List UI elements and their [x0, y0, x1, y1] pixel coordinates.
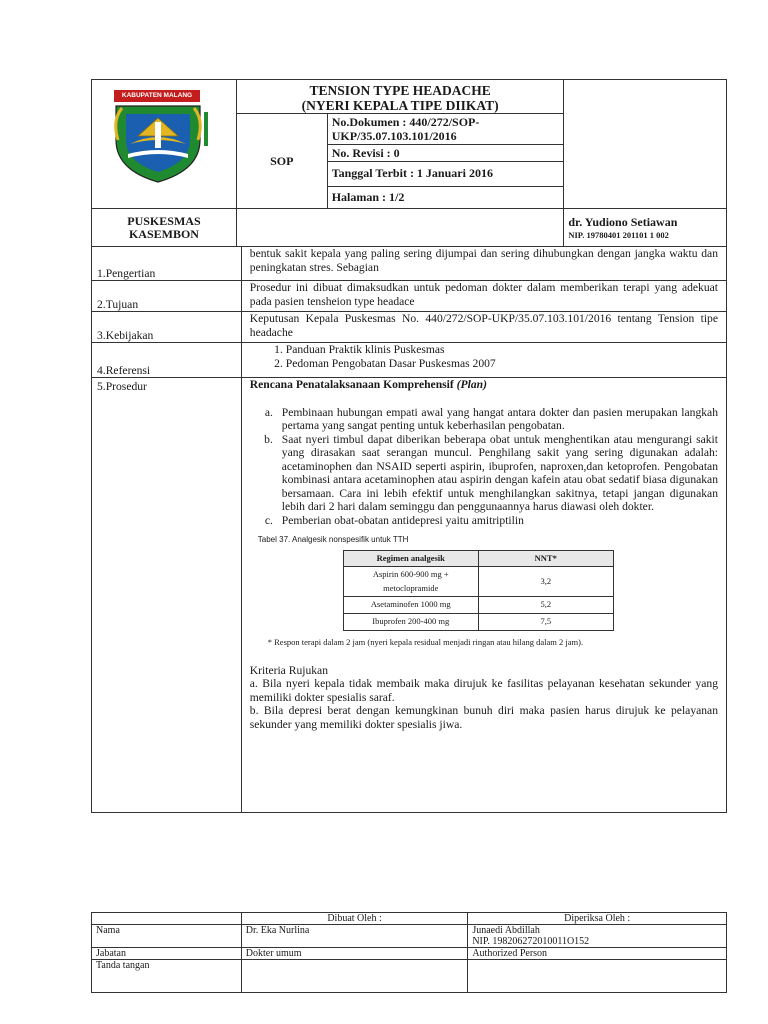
prosedur-cell	[241, 378, 726, 813]
table-row-nnt: 5,2	[478, 597, 613, 614]
sop-body-table	[91, 246, 727, 813]
kriteria-rujukan	[250, 664, 718, 732]
kabupaten-malang-logo	[108, 90, 208, 185]
rujukan-item-a: a. Bila nyeri kepala tidak membaik maka dirujuk ke fasilitas pelayanan kesehatan sekunder yang memiliki dokter spesialis saraf.	[249, 677, 718, 704]
signer-cell	[564, 209, 727, 247]
tanda-tangan-diperiksa	[468, 960, 727, 993]
document-title-line1: TENSION TYPE HEADACHE	[309, 83, 491, 98]
nama-dibuat: Dr. Eka Nurlina	[241, 925, 468, 948]
table-header-regimen: Regimen analgesik	[343, 550, 478, 567]
table-row-regimen: Ibuprofen 200-400 mg	[343, 614, 478, 631]
halaman: Halaman : 1/2	[327, 187, 564, 209]
kebijakan-text: Keputusan Kepala Puskesmas No. 440/272/SOP-UKP/35.07.103.101/2016 tentang Tension tipe headache	[241, 312, 726, 343]
pengertian-label: 1.Pengertian	[92, 247, 242, 281]
prosedur-title-plan: (Plan)	[456, 378, 487, 391]
tanda-tangan-dibuat	[241, 960, 468, 993]
approval-table	[91, 912, 727, 993]
rujukan-title: Kriteria Rujukan	[249, 663, 329, 677]
prosedur-title: Rencana Penatalaksanaan Komprehensif	[249, 378, 454, 391]
nip-diperiksa: NIP. 198206272010011O152	[472, 936, 590, 947]
prosedur-list	[250, 406, 718, 528]
pengertian-text: bentuk sakit kepala yang paling sering dijumpai dan sering dihubungkan dengan jangka waktu dan peningkatan stres. Sebagian	[241, 247, 726, 281]
table-row-regimen: Aspirin 600-900 mg + metoclopramide	[343, 567, 478, 597]
no-dokumen: No.Dokumen : 440/272/SOP-UKP/35.07.103.101/2016	[327, 114, 564, 145]
footer-blank	[92, 913, 242, 925]
tanggal-terbit: Tanggal Terbit : 1 Januari 2016	[327, 162, 564, 187]
table-row-nnt: 3,2	[478, 567, 613, 597]
prosedur-label: 5.Prosedur	[92, 378, 242, 813]
nama-diperiksa-cell	[468, 925, 727, 948]
empty-middle-cell	[236, 209, 563, 247]
rujukan-item-b: b. Bila depresi berat dengan kemungkinan bunuh diri maka pasien harus dirujuk ke pelayanan sekunder yang memiliki dokter spesialis jiwa.	[249, 704, 718, 731]
jabatan-label: Jabatan	[92, 948, 242, 960]
prosedur-heading	[250, 378, 718, 392]
analgesic-table	[343, 550, 614, 632]
document-title-line2: (NYERI KEPALA TIPE DIIKAT)	[301, 98, 499, 113]
table-row-nnt: 7,5	[478, 614, 613, 631]
table-row-regimen: Asetaminofen 1000 mg	[343, 597, 478, 614]
no-revisi: No. Revisi : 0	[327, 145, 564, 162]
table-header-nnt: NNT*	[478, 550, 613, 567]
referensi-list	[250, 343, 718, 371]
kebijakan-label: 3.Kebijakan	[92, 312, 242, 343]
logo-banner: KABUPATEN MALANG	[114, 90, 200, 102]
logo-cell	[92, 80, 237, 209]
org-name-line2: KASEMBON	[128, 226, 199, 241]
prosedur-item-c: c. Pemberian obat-obatan antidepresi yaitu amitriptilin	[276, 514, 718, 528]
dibuat-oleh-label: Dibuat Oleh :	[241, 913, 468, 925]
org-cell	[92, 209, 237, 247]
jabatan-diperiksa: Authorized Person	[468, 948, 727, 960]
logo-side-bar	[204, 112, 208, 146]
tujuan-label: 2.Tujuan	[92, 281, 242, 312]
prosedur-item-a: a. Pembinaan hubungan empati awal yang hangat antara dokter dan pasien merupakan langkah pertama yang sangat penting untuk keberhasilan pengobatan.	[276, 406, 718, 433]
diperiksa-oleh-label: Diperiksa Oleh :	[468, 913, 727, 925]
signer-name: dr. Yudiono Setiawan	[568, 215, 678, 229]
document-title-cell	[236, 80, 563, 114]
nama-diperiksa: Junaedi Abdillah	[472, 925, 540, 936]
referensi-item: 1. Panduan Praktik klinis Puskesmas	[286, 343, 718, 357]
sop-label: SOP	[236, 114, 327, 209]
referensi-label: 4.Referensi	[92, 343, 242, 378]
referensi-item: 2. Pedoman Pengobatan Dasar Puskesmas 2007	[286, 357, 718, 371]
signer-nip: NIP. 19780401 201101 1 002	[568, 230, 669, 240]
nama-label: Nama	[92, 925, 242, 948]
prosedur-item-b: b. Saat nyeri timbul dapat diberikan beberapa obat untuk menghentikan atau mengurangi sakit yang dirasakan saat serangan muncul. Penghilang sakit yang sering digunakan adalah: acetaminophen dan NSAID seperti aspirin, ibuprofen, naproxen,dan ketoprofen. Pengobatan kombinasi antara acetaminophen atau aspirin dengan kafein atau obat sedatif biasa digunakan bersamaan. Cara ini lebih efektif untuk menghilangkan sakitnya, tetapi jangan digunakan lebih dari 2 hari dalam seminggu dan penggunaannya harus diawasi oleh dokter.	[276, 433, 718, 514]
org-name-line1: PUSKESMAS	[127, 213, 201, 228]
logo-shield-icon	[108, 100, 208, 184]
tujuan-text: Prosedur ini dibuat dimaksudkan untuk pedoman dokter dalam memberikan terapi yang adekuat pada pasien tensheion type headace	[241, 281, 726, 312]
table-note: * Respon terapi dalam 2 jam (nyeri kepala residual menjadi ringan atau hilang dalam 2 jam).	[267, 637, 584, 647]
table-caption: Tabel 37. Analgesik nonspesifik untuk TTH	[257, 535, 409, 544]
jabatan-dibuat: Dokter umum	[241, 948, 468, 960]
referensi-cell	[241, 343, 726, 378]
blank-cell	[564, 80, 727, 209]
tanda-tangan-label: Tanda tangan	[92, 960, 242, 993]
sop-header-table	[91, 79, 727, 247]
